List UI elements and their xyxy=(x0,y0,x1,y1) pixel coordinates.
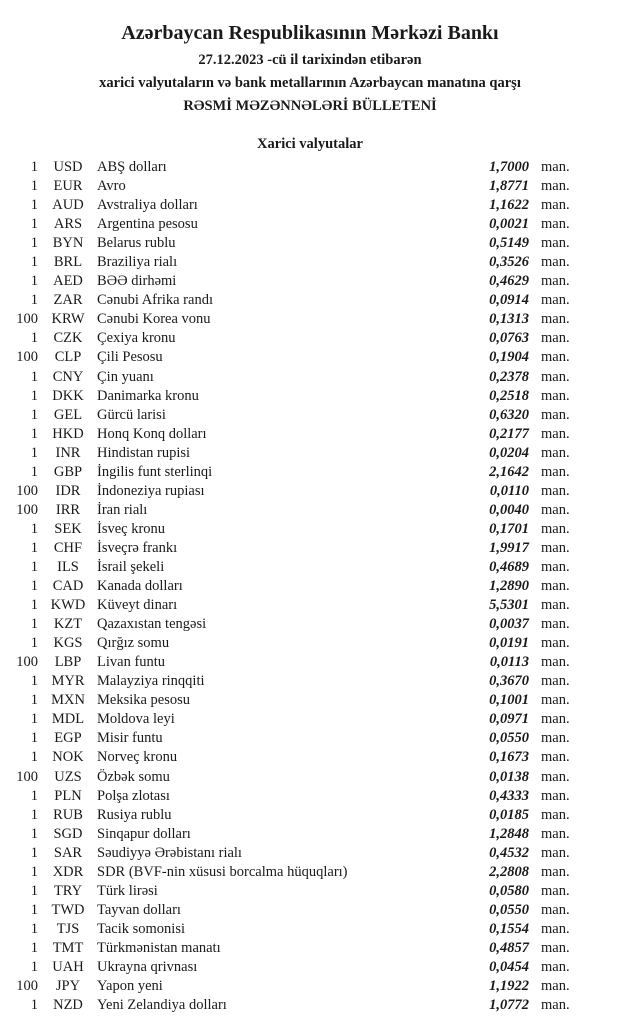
unit-label: man. xyxy=(541,635,570,652)
currency-code: IDR xyxy=(55,482,81,499)
currency-code: CNY xyxy=(52,368,84,385)
unit-label: man. xyxy=(541,844,570,861)
currency-name: İngilis funt sterlinqi xyxy=(97,463,213,480)
unit-label: man. xyxy=(541,901,570,918)
unit-label: man. xyxy=(541,254,570,271)
nominal-value: 100 xyxy=(16,311,38,328)
currency-name: Cənubi Korea vonu xyxy=(97,311,211,328)
nominal-value: 1 xyxy=(30,254,38,271)
nominal-value: 1 xyxy=(30,673,38,690)
unit-label: man. xyxy=(541,197,570,214)
nominal-value: 1 xyxy=(30,901,38,918)
currency-code: NZD xyxy=(53,997,83,1014)
table-row xyxy=(0,539,575,558)
nominal-value: 1 xyxy=(30,273,38,290)
rate-value: 1,9917 xyxy=(489,539,529,556)
currency-name: Qırğız somu xyxy=(97,635,170,652)
currency-code: EUR xyxy=(53,178,83,195)
currency-name: Tayvan dolları xyxy=(97,901,181,918)
table-row xyxy=(0,368,575,387)
unit-label: man. xyxy=(541,768,570,785)
unit-label: man. xyxy=(541,825,570,842)
rate-value: 0,0914 xyxy=(489,292,529,309)
currency-name: Yeni Zelandiya dolları xyxy=(97,997,227,1014)
currency-code: UAH xyxy=(52,958,84,975)
currency-code: ILS xyxy=(57,558,79,575)
currency-code: DKK xyxy=(52,387,84,404)
rate-value: 0,4532 xyxy=(489,844,529,861)
unit-label: man. xyxy=(541,311,570,328)
unit-label: man. xyxy=(541,330,570,347)
currency-name: Danimarka kronu xyxy=(97,387,199,404)
nominal-value: 1 xyxy=(30,463,38,480)
currency-code: CHF xyxy=(53,539,83,556)
currency-name: Misir funtu xyxy=(97,730,163,747)
table-row xyxy=(0,406,575,425)
rate-value: 0,1904 xyxy=(489,349,529,366)
table-row xyxy=(0,806,575,825)
rate-value: 0,3526 xyxy=(489,254,529,271)
unit-label: man. xyxy=(541,387,570,404)
currency-name: ABŞ dolları xyxy=(97,159,167,175)
table-row xyxy=(0,977,575,996)
bulletin-name-line: RƏSMİ MƏZƏNNƏLƏRİ BÜLLETENİ xyxy=(183,98,437,114)
unit-label: man. xyxy=(541,482,570,499)
nominal-value: 1 xyxy=(30,425,38,442)
rate-value: 0,4333 xyxy=(489,787,529,804)
table-row xyxy=(0,748,575,767)
rate-value: 0,4857 xyxy=(489,939,529,956)
currency-name: Cənubi Afrika randı xyxy=(97,292,213,309)
currency-name: Meksika pesosu xyxy=(97,692,191,709)
nominal-value: 1 xyxy=(30,844,38,861)
unit-label: man. xyxy=(541,539,570,556)
currency-name: Livan funtu xyxy=(97,654,166,671)
rate-value: 0,0138 xyxy=(489,768,529,785)
rate-value: 1,2848 xyxy=(489,825,529,842)
currency-name: Rusiya rublu xyxy=(97,806,172,823)
rate-value: 0,0113 xyxy=(489,654,529,671)
unit-label: man. xyxy=(541,273,570,290)
currency-name: Belarus rublu xyxy=(97,235,176,252)
nominal-value: 1 xyxy=(30,939,38,956)
nominal-value: 1 xyxy=(30,558,38,575)
nominal-value: 100 xyxy=(16,978,38,995)
rate-value: 0,2518 xyxy=(489,387,529,404)
unit-label: man. xyxy=(541,425,570,442)
nominal-value: 1 xyxy=(30,997,38,1014)
nominal-value: 1 xyxy=(30,692,38,709)
rate-value: 1,8771 xyxy=(489,178,529,195)
unit-label: man. xyxy=(541,692,570,709)
nominal-value: 1 xyxy=(30,616,38,633)
rates-table xyxy=(0,158,620,1015)
unit-label: man. xyxy=(541,349,570,366)
nominal-value: 1 xyxy=(30,958,38,975)
currency-code: INR xyxy=(55,444,81,461)
currency-name: Türk lirəsi xyxy=(97,882,158,899)
table-row xyxy=(0,939,575,958)
effective-date-line: 27.12.2023 -cü il tarixindən etibarən xyxy=(198,52,422,68)
nominal-value: 100 xyxy=(16,768,38,785)
section-title-foreign-currencies: Xarici valyutalar xyxy=(257,136,363,152)
currency-code: KGS xyxy=(53,635,83,652)
rate-value: 0,2378 xyxy=(489,368,529,385)
currency-name: Hindistan rupisi xyxy=(97,444,191,461)
unit-label: man. xyxy=(541,711,570,728)
nominal-value: 1 xyxy=(30,197,38,214)
currency-name: İsveç kronu xyxy=(97,520,166,537)
currency-code: SEK xyxy=(54,520,82,537)
unit-label: man. xyxy=(541,958,570,975)
currency-code: KWD xyxy=(50,597,86,614)
bank-title: Azərbaycan Respublikasının Mərkəzi Bankı xyxy=(121,22,499,44)
unit-label: man. xyxy=(541,920,570,937)
nominal-value: 1 xyxy=(30,406,38,423)
currency-code: RUB xyxy=(53,806,83,823)
table-row xyxy=(0,196,575,215)
nominal-value: 1 xyxy=(30,368,38,385)
currency-code: JPY xyxy=(55,978,81,995)
nominal-value: 1 xyxy=(30,578,38,595)
rate-value: 5,5301 xyxy=(489,597,529,614)
table-row xyxy=(0,234,575,253)
table-row xyxy=(0,882,575,901)
table-row xyxy=(0,387,575,406)
table-row xyxy=(0,177,575,196)
currency-name: Kanada dolları xyxy=(97,578,183,595)
rate-value: 0,4629 xyxy=(489,273,529,290)
nominal-value: 1 xyxy=(30,159,38,175)
currency-code: CAD xyxy=(52,578,84,595)
table-row xyxy=(0,996,575,1015)
table-row xyxy=(0,425,575,444)
rate-value: 1,0772 xyxy=(489,997,529,1014)
rate-value: 0,0040 xyxy=(489,501,529,518)
table-row xyxy=(0,920,575,939)
nominal-value: 100 xyxy=(16,501,38,518)
currency-name: Səudiyyə Ərəbistanı rialı xyxy=(97,844,242,861)
currency-code: GEL xyxy=(53,406,83,423)
currency-code: UZS xyxy=(54,768,82,785)
nominal-value: 1 xyxy=(30,863,38,880)
currency-name: Avro xyxy=(97,178,126,195)
unit-label: man. xyxy=(541,216,570,233)
rate-value: 0,1001 xyxy=(489,692,529,709)
unit-label: man. xyxy=(541,997,570,1014)
unit-label: man. xyxy=(541,787,570,804)
table-row xyxy=(0,444,575,463)
nominal-value: 1 xyxy=(30,444,38,461)
currency-code: TMT xyxy=(52,939,84,956)
table-row xyxy=(0,577,575,596)
currency-name: Türkmənistan manatı xyxy=(97,939,221,956)
nominal-value: 1 xyxy=(30,825,38,842)
currency-name: Qazaxıstan tengəsi xyxy=(97,616,207,633)
table-row xyxy=(0,653,575,672)
currency-code: NOK xyxy=(52,749,84,766)
currency-code: EGP xyxy=(54,730,82,747)
rate-value: 2,1642 xyxy=(489,463,529,480)
currency-code: ZAR xyxy=(53,292,83,309)
nominal-value: 100 xyxy=(16,654,38,671)
rate-value: 0,1313 xyxy=(489,311,529,328)
currency-code: HKD xyxy=(52,425,84,442)
rate-value: 1,1922 xyxy=(489,978,529,995)
unit-label: man. xyxy=(541,520,570,537)
currency-code: KZT xyxy=(53,616,83,633)
unit-label: man. xyxy=(541,292,570,309)
nominal-value: 1 xyxy=(30,539,38,556)
currency-code: PLN xyxy=(54,787,82,804)
currency-name: Tacik somonisi xyxy=(97,920,185,937)
unit-label: man. xyxy=(541,368,570,385)
table-row xyxy=(0,691,575,710)
unit-label: man. xyxy=(541,406,570,423)
unit-label: man. xyxy=(541,444,570,461)
currency-code: BYN xyxy=(52,235,84,252)
nominal-value: 1 xyxy=(30,787,38,804)
rate-value: 1,2890 xyxy=(489,578,529,595)
table-row xyxy=(0,729,575,748)
currency-code: TWD xyxy=(51,901,85,918)
nominal-value: 1 xyxy=(30,520,38,537)
rate-value: 0,0763 xyxy=(489,330,529,347)
rate-value: 0,0580 xyxy=(489,882,529,899)
currency-code: CLP xyxy=(54,349,82,366)
table-row xyxy=(0,501,575,520)
unit-label: man. xyxy=(541,463,570,480)
unit-label: man. xyxy=(541,558,570,575)
table-row xyxy=(0,863,575,882)
rate-value: 0,0204 xyxy=(489,444,529,461)
unit-label: man. xyxy=(541,616,570,633)
table-row xyxy=(0,272,575,291)
rate-value: 0,0550 xyxy=(489,730,529,747)
rate-value: 2,2808 xyxy=(489,863,529,880)
nominal-value: 1 xyxy=(30,387,38,404)
currency-code: AED xyxy=(53,273,83,290)
currency-name: Malayziya rinqqiti xyxy=(97,673,205,690)
nominal-value: 1 xyxy=(30,806,38,823)
unit-label: man. xyxy=(541,597,570,614)
currency-name: SDR (BVF-nin xüsusi borcalma hüquqları) xyxy=(97,863,348,880)
rate-value: 0,0110 xyxy=(489,482,529,499)
table-row xyxy=(0,482,575,501)
table-row xyxy=(0,958,575,977)
unit-label: man. xyxy=(541,578,570,595)
bulletin-header xyxy=(0,0,620,118)
currency-name: Yapon yeni xyxy=(97,978,163,995)
unit-label: man. xyxy=(541,159,570,175)
unit-label: man. xyxy=(541,178,570,195)
nominal-value: 100 xyxy=(16,482,38,499)
rate-value: 0,1554 xyxy=(489,920,529,937)
rate-value: 0,5149 xyxy=(489,235,529,252)
table-row xyxy=(0,158,575,177)
table-row xyxy=(0,520,575,539)
currency-name: Çili Pesosu xyxy=(97,349,163,366)
table-row xyxy=(0,463,575,482)
currency-name: Avstraliya dolları xyxy=(97,197,198,214)
unit-label: man. xyxy=(541,673,570,690)
unit-label: man. xyxy=(541,882,570,899)
currency-name: İndoneziya rupiası xyxy=(97,482,205,499)
currency-code: XDR xyxy=(52,863,84,880)
nominal-value: 1 xyxy=(30,920,38,937)
subject-line: xarici valyutaların və bank metallarının Azərbaycan manatına qarşı xyxy=(99,75,521,91)
unit-label: man. xyxy=(541,749,570,766)
currency-code: BRL xyxy=(53,254,83,271)
table-row xyxy=(0,291,575,310)
table-row xyxy=(0,596,575,615)
nominal-value: 100 xyxy=(16,349,38,366)
currency-code: SGD xyxy=(53,825,83,842)
currency-name: Çexiya kronu xyxy=(97,330,176,347)
rate-value: 1,7000 xyxy=(489,159,529,175)
nominal-value: 1 xyxy=(30,749,38,766)
nominal-value: 1 xyxy=(30,635,38,652)
unit-label: man. xyxy=(541,863,570,880)
rate-value: 0,0185 xyxy=(489,806,529,823)
rate-value: 0,4689 xyxy=(489,558,529,575)
nominal-value: 1 xyxy=(30,711,38,728)
rate-value: 0,0454 xyxy=(489,958,529,975)
currency-name: İsrail şekeli xyxy=(97,558,165,575)
currency-code: LBP xyxy=(54,654,82,671)
table-row xyxy=(0,558,575,577)
currency-code: MXN xyxy=(51,692,85,709)
currency-code: IRR xyxy=(55,501,81,518)
nominal-value: 1 xyxy=(30,292,38,309)
currency-code: KRW xyxy=(51,311,85,328)
currency-code: CZK xyxy=(53,330,83,347)
table-row xyxy=(0,768,575,787)
unit-label: man. xyxy=(541,978,570,995)
rate-value: 0,0550 xyxy=(489,901,529,918)
nominal-value: 1 xyxy=(30,235,38,252)
unit-label: man. xyxy=(541,939,570,956)
currency-name: Özbək somu xyxy=(97,768,170,785)
nominal-value: 1 xyxy=(30,597,38,614)
nominal-value: 1 xyxy=(30,730,38,747)
unit-label: man. xyxy=(541,730,570,747)
currency-name: Çin yuanı xyxy=(97,368,154,385)
table-row xyxy=(0,253,575,272)
table-row xyxy=(0,844,575,863)
nominal-value: 1 xyxy=(30,178,38,195)
currency-name: Braziliya rialı xyxy=(97,254,178,271)
currency-name: İran rialı xyxy=(97,501,148,518)
table-row xyxy=(0,215,575,234)
currency-name: BƏƏ dirhəmi xyxy=(97,273,177,290)
table-row xyxy=(0,787,575,806)
table-row xyxy=(0,825,575,844)
rate-value: 0,1673 xyxy=(489,749,529,766)
rate-value: 0,6320 xyxy=(489,406,529,423)
currency-code: TRY xyxy=(53,882,83,899)
table-row xyxy=(0,634,575,653)
rate-value: 0,2177 xyxy=(489,425,529,442)
rate-value: 1,1622 xyxy=(489,197,529,214)
nominal-value: 1 xyxy=(30,330,38,347)
rate-value: 0,1701 xyxy=(489,520,529,537)
unit-label: man. xyxy=(541,235,570,252)
currency-code: MYR xyxy=(51,673,85,690)
currency-name: Küveyt dinarı xyxy=(97,597,178,614)
currency-code: ARS xyxy=(53,216,83,233)
currency-code: USD xyxy=(53,159,83,175)
table-row xyxy=(0,615,575,634)
currency-name: Polşa zlotası xyxy=(97,787,170,804)
table-row xyxy=(0,329,575,348)
currency-name: Ukrayna qrivnası xyxy=(97,958,198,975)
currency-code: MDL xyxy=(51,711,85,728)
rate-value: 0,3670 xyxy=(489,673,529,690)
rate-value: 0,0971 xyxy=(489,711,529,728)
rate-value: 0,0037 xyxy=(489,616,529,633)
currency-code: SAR xyxy=(53,844,83,861)
currency-code: GBP xyxy=(53,463,83,480)
currency-code: TJS xyxy=(56,920,80,937)
table-row xyxy=(0,710,575,729)
currency-name: Gürcü larisi xyxy=(97,406,166,423)
nominal-value: 1 xyxy=(30,216,38,233)
currency-code: AUD xyxy=(52,197,84,214)
currency-name: Sinqapur dolları xyxy=(97,825,191,842)
unit-label: man. xyxy=(541,654,570,671)
table-row xyxy=(0,348,575,367)
currency-name: Honq Konq dolları xyxy=(97,425,207,442)
table-row xyxy=(0,901,575,920)
table-row xyxy=(0,310,575,329)
unit-label: man. xyxy=(541,806,570,823)
currency-name: Norveç kronu xyxy=(97,749,178,766)
rate-value: 0,0191 xyxy=(489,635,529,652)
rate-value: 0,0021 xyxy=(489,216,529,233)
table-row xyxy=(0,672,575,691)
unit-label: man. xyxy=(541,501,570,518)
currency-name: Moldova leyi xyxy=(97,711,175,728)
currency-name: İsveçrə frankı xyxy=(97,539,178,556)
currency-name: Argentina pesosu xyxy=(97,216,198,233)
nominal-value: 1 xyxy=(30,882,38,899)
